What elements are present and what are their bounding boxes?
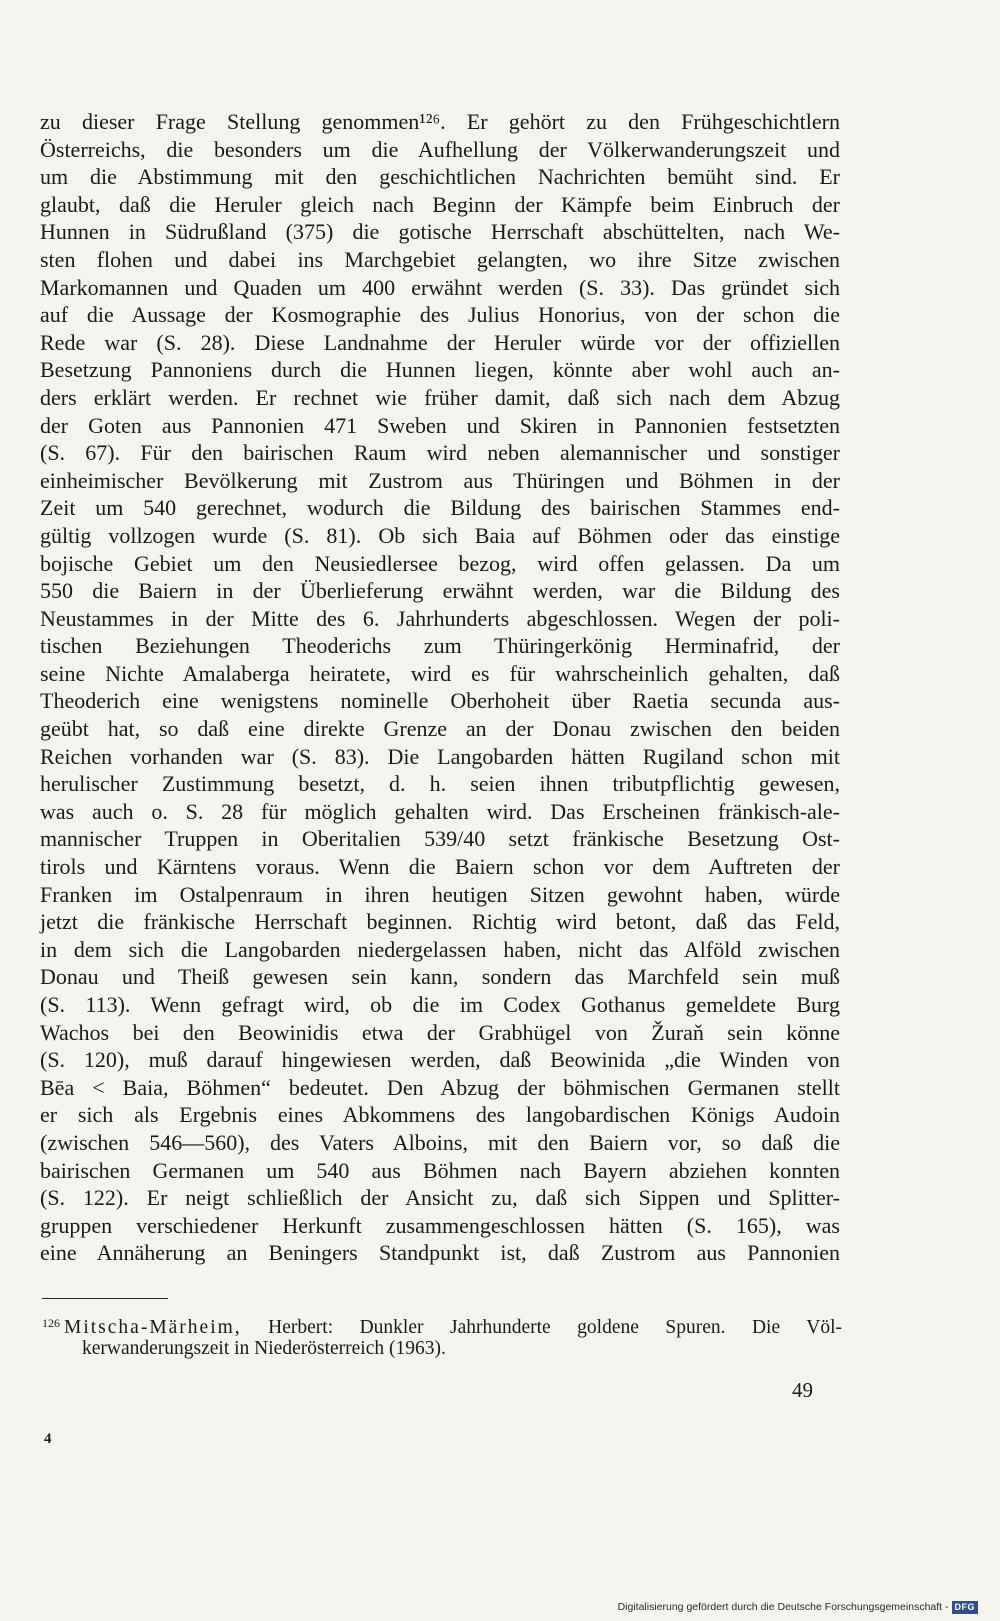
text-line: gruppen verschiedener Herkunft zusammengeschlossen hätten (S. 165), was	[40, 1212, 840, 1238]
footnote-author: Mitscha-Märheim,	[64, 1317, 242, 1338]
text-line: Neustammes in der Mitte des 6. Jahrhunderts abgeschlossen. Wegen der poli-	[40, 605, 840, 631]
text-line: (S. 67). Für den bairischen Raum wird neben alemannischer und sonstiger	[40, 440, 840, 466]
text-line: Österreichs, die besonders um die Aufhellung der Völkerwanderungszeit und	[40, 136, 840, 162]
footnote-rule	[42, 1298, 168, 1299]
text-line: einheimischer Bevölkerung mit Zustrom aus Thüringen und Böhmen in der	[40, 467, 840, 493]
page-number: 49	[792, 1378, 813, 1402]
text-line: Theoderich eine wenigstens nominelle Oberhoheit über Raetia secunda aus-	[40, 688, 840, 714]
text-line: (S. 122). Er neigt schließlich der Ansicht zu, daß sich Sippen und Splitter-	[40, 1185, 840, 1211]
text-line: was auch o. S. 28 für möglich gehalten wird. Das Erscheinen fränkisch-ale-	[40, 798, 840, 824]
digitization-credit	[618, 1600, 978, 1614]
text-line: (S. 113). Wenn gefragt wird, ob die im Codex Gothanus gemeldete Burg	[40, 992, 840, 1017]
text-line: (S. 120), muß darauf hingewiesen werden, daß Beowinida „die Winden von	[40, 1047, 840, 1073]
text-line: herulischer Zustimmung besetzt, d. h. seien ihnen tributpflichtig gewesen,	[40, 771, 840, 797]
text-line: der Goten aus Pannonien 471 Sweben und Skiren in Pannonien festsetzten	[40, 412, 840, 438]
footnote-line-1	[42, 1310, 842, 1336]
text-line: Hunnen in Südrußland (375) die gotische Herrschaft abschüttelten, nach We-	[40, 219, 840, 245]
body-text	[40, 108, 840, 1267]
text-line: Wachos bei den Beowinidis etwa der Grabhügel von Žuraň sein könne	[40, 1019, 840, 1045]
text-line: auf die Aussage der Kosmographie des Julius Honorius, von der schon die	[40, 302, 840, 328]
text-line: eine Annäherung an Beningers Standpunkt ist, daß Zustrom aus Pannonien	[40, 1240, 840, 1266]
text-line: Markomannen und Quaden um 400 erwähnt werden (S. 33). Das gründet sich	[40, 274, 840, 300]
text-line: er sich als Ergebnis eines Abkommens des langobardischen Königs Audoin	[40, 1102, 840, 1128]
text-line: Rede war (S. 28). Diese Landnahme der Heruler würde vor der offiziellen	[40, 329, 840, 355]
text-line: tischen Beziehungen Theoderichs zum Thüringerkönig Herminafrid, der	[40, 633, 840, 659]
text-line: seine Nichte Amalaberga heiratete, wird es für wahrscheinlich gehalten, daß	[40, 660, 840, 686]
text-line: zu dieser Frage Stellung genommen¹²⁶. Er gehört zu den Frühgeschichtlern	[40, 109, 840, 134]
text-line: in dem sich die Langobarden niedergelassen haben, nicht das Alföld zwischen	[40, 936, 840, 962]
text-line: tirols und Kärntens voraus. Wenn die Baiern schon vor dem Auftreten der	[40, 854, 840, 880]
text-line: mannischer Truppen in Oberitalien 539/40 setzt fränkische Besetzung Ost-	[40, 826, 840, 852]
text-line: jetzt die fränkische Herrschaft beginnen. Richtig wird betont, daß das Feld,	[40, 909, 840, 935]
text-line: (zwischen 546—560), des Vaters Alboins, mit den Baiern vor, so daß die	[40, 1129, 840, 1155]
text-line: Franken im Ostalpenraum in ihren heutigen Sitzen gewohnt haben, würde	[40, 881, 840, 907]
text-line: Bēa < Baia, Böhmen“ bedeutet. Den Abzug der böhmischen Germanen stellt	[40, 1074, 840, 1100]
footnote	[42, 1310, 842, 1362]
footnote-citation: Herbert: Dunkler Jahrhunderte goldene Spuren. Die Völ-	[241, 1317, 842, 1338]
text-line: glaubt, daß die Heruler gleich nach Beginn der Kämpfe beim Einbruch der	[40, 191, 840, 217]
text-line: geübt hat, so daß eine direkte Grenze an der Donau zwischen den beiden	[40, 716, 840, 742]
text-line: Besetzung Pannoniens durch die Hunnen liegen, könnte aber wohl auch an-	[40, 357, 840, 383]
footnote-number: 126	[42, 1316, 60, 1330]
credit-text: Digitalisierung gefördert durch die Deutsche Forschungsgemeinschaft -	[617, 1601, 949, 1613]
text-line: bojische Gebiet um den Neusiedlersee bezog, wird offen gelassen. Da um	[40, 550, 840, 576]
footnote-line-2: kerwanderungszeit in Niederösterreich (1963).	[82, 1338, 446, 1359]
text-line: bairischen Germanen um 540 aus Böhmen nach Bayern abziehen konnten	[40, 1157, 840, 1183]
text-line: um die Abstimmung mit den geschichtlichen Nachrichten bemüht sind. Er	[40, 164, 840, 190]
text-line: Reichen vorhanden war (S. 83). Die Langobarden hätten Rugiland schon mit	[40, 743, 840, 769]
text-line: Donau und Theiß gewesen sein kann, sondern das Marchfeld sein muß	[40, 964, 840, 990]
text-line: gültig vollzogen wurde (S. 81). Ob sich Baia auf Böhmen oder das einstige	[40, 522, 840, 548]
text-line: 550 die Baiern in der Überlieferung erwähnt werden, war die Bildung des	[40, 578, 840, 604]
text-line: Zeit um 540 gerechnet, wodurch die Bildung des bairischen Stammes end-	[40, 495, 840, 521]
text-line: sten flohen und dabei ins Marchgebiet gelangten, wo ihre Sitze zwischen	[40, 246, 840, 272]
text-line: ders erklärt werden. Er rechnet wie früher damit, daß sich nach dem Abzug	[40, 384, 840, 410]
dfg-logo-icon: DFG	[952, 1601, 979, 1614]
signature-mark: 4	[44, 1431, 52, 1447]
